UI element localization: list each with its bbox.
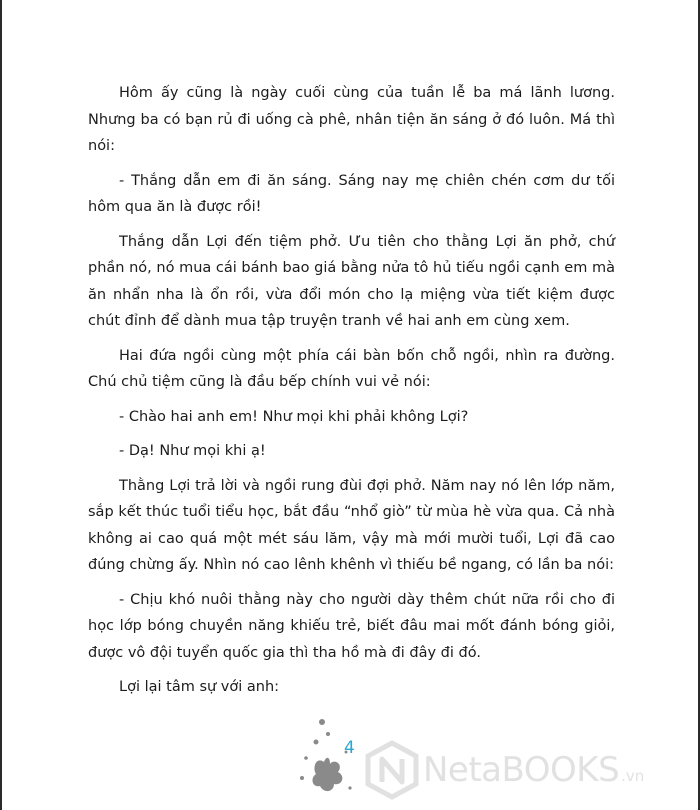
paragraph: Hôm ấy cũng là ngày cuối cùng của tuần lễ ba má lãnh lương. Nhưng ba có bạn rủ đi uống cà phê, nhân tiện ăn sáng ở đó luôn. Má thì nói: xyxy=(88,85,615,154)
watermark xyxy=(365,738,644,802)
watermark-suffix: .vn xyxy=(621,767,645,785)
paragraph: Thắng dẫn Lợi đến tiệm phở. Ưu tiên cho thằng Lợi ăn phở, chứ phần nó, nó mua cái bánh bao giá bằng nửa tô hủ tiếu ngồi cạnh em mà ăn nhẩn nha là ổn rồi, vừa đổi món cho lạ miệng vừa tiết kiệm được chút đỉnh để dành mua tập truyện tranh về hai anh em cùng xem. xyxy=(88,233,615,329)
paragraph: - Dạ! Như mọi khi ạ! xyxy=(119,443,266,459)
netabooks-logo-icon xyxy=(365,740,419,800)
paragraph: Lợi lại tâm sự với anh: xyxy=(119,679,280,695)
page-border-left xyxy=(0,0,2,810)
paragraph: Hai đứa ngồi cùng một phía cái bàn bốn chỗ ngồi, nhìn ra đường. Chú chủ tiệm cũng là đầu bếp chính vui vẻ nói: xyxy=(88,347,615,390)
body-text xyxy=(88,80,615,709)
paragraph: - Thắng dẫn em đi ăn sáng. Sáng nay mẹ chiên chén cơm dư tối hôm qua ăn là được rồi! xyxy=(88,172,615,215)
paragraph: Thằng Lợi trả lời và ngồi rung đùi đợi phở. Năm nay nó lên lớp năm, sắp kết thúc tuổi tiểu học, bắt đầu “nhổ giò” từ mùa hè vừa qua. Cả nhà không ai cao quá một mét sáu lăm, vậy mà mới mười tuổi, Lợi đã cao đúng chừng ấy. Nhìn nó cao lênh khênh vì thiếu bề ngang, có lần ba nói: xyxy=(88,477,615,573)
watermark-brand: NetaBOOKS xyxy=(423,750,620,790)
paragraph: - Chịu khó nuôi thằng này cho người dày thêm chút nữa rồi cho đi học lớp bóng chuyền năng khiếu trẻ, biết đâu mai mốt đánh bóng giỏi, được vô đội tuyển quốc gia thì tha hồ mà đi đây đi đó. xyxy=(88,591,615,661)
paragraph: - Chào hai anh em! Như mọi khi phải không Lợi? xyxy=(119,408,469,425)
page-number: 4 xyxy=(344,738,355,758)
